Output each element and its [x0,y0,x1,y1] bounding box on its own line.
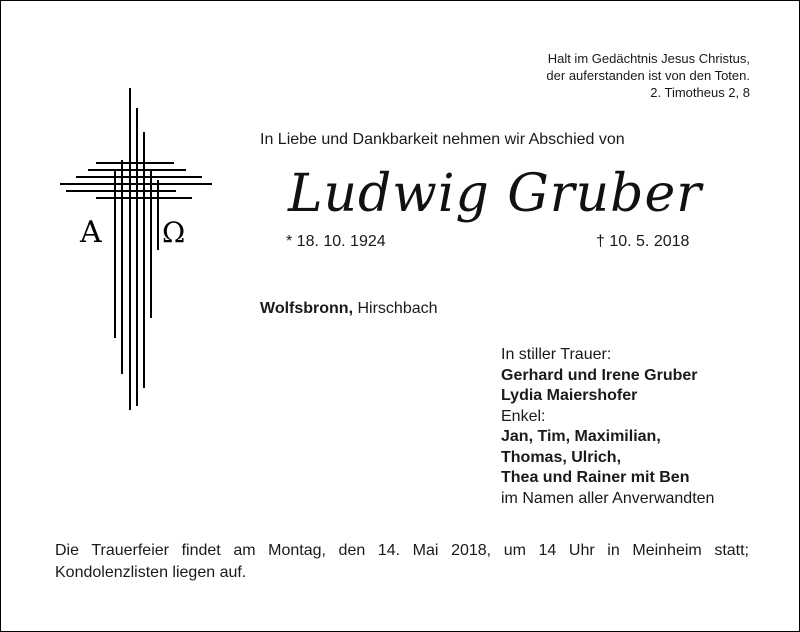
funeral-info [55,540,749,584]
residence-town: Wolfsbronn, [260,300,354,317]
mourner-name: Gerhard und Irene Gruber [501,366,698,384]
death-date: † 10. 5. 2018 [596,233,690,250]
residence-village: Hirschbach [353,300,438,317]
funeral-details: Die Trauerfeier findet am Montag, den 14. Mai 2018, um 14 Uhr in Meinheim statt; [55,542,749,559]
omega-symbol: Ω [162,216,186,249]
birth-date: * 18. 10. 1924 [286,233,386,250]
bible-verse [546,50,750,101]
mourner-name: Thomas, Ulrich, [501,448,622,466]
mourner-name: Lydia Maiershofer [501,387,638,404]
deceased-name: Ludwig Gruber [288,164,703,224]
mourners-heading: In stiller Trauer: [501,346,612,363]
cross-vertical-beam [115,88,158,410]
verse-line: Halt im Gedächtnis Jesus Christus, [547,51,750,66]
condolence-note: Kondolenzlisten liegen auf. [55,564,247,581]
mourner-name: Jan, Tim, Maximilian, [501,428,661,445]
verse-line: der auferstanden ist von den Toten. [546,68,750,83]
cross-alpha-omega-icon [56,88,216,413]
mourners-list [501,345,714,509]
mourner-name: Thea und Rainer mit Ben [501,469,690,486]
farewell-intro: In Liebe und Dankbarkeit nehmen wir Abschied von [260,131,625,148]
mourners-closing: im Namen aller Anverwandten [501,489,715,507]
alpha-symbol: Α [80,215,102,250]
residence [260,300,438,318]
grandchildren-heading: Enkel: [501,407,546,425]
verse-reference: 2. Timotheus 2, 8 [650,85,750,100]
